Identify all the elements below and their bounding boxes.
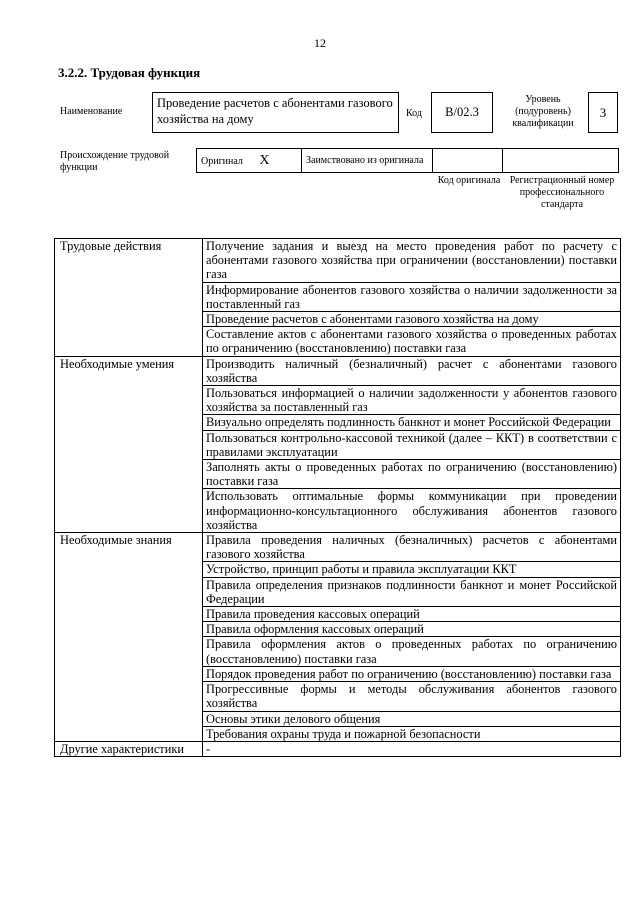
section-item: Пользоваться контрольно-кассовой техникой (далее – ККТ) в соответствии с правилами эксплуатации [203,430,621,459]
section-item: Заполнять акты о проведенных работах по ограничению (восстановлению) поставки газа [203,460,621,489]
function-name-value: Проведение расчетов с абонентами газового хозяйства на дому [152,92,399,133]
origin-regnum-cell [503,149,619,173]
section-title: 3.2.2. Трудовая функция [58,65,201,80]
original-cell [197,149,302,173]
section-item: Проведение расчетов с абонентами газового хозяйства на дому [203,312,621,327]
section-title-cell: Необходимые знания [55,533,203,742]
section-item: Прогрессивные формы и методы обслуживания абонентов газового хозяйства [203,682,621,711]
section-item: Правила определения признаков подлинности банкнот и монет Российской Федерации [203,577,621,606]
origin-code-cell [433,149,503,173]
section-item: Основы этики делового общения [203,711,621,726]
page-number: 12 [314,36,326,50]
name-label: Наименование [60,106,123,117]
function-code-value: В/02.3 [431,92,493,133]
regnum-caption: Регистрационный номер профессионального стандарта [509,175,615,210]
section-item: Производить наличный (безналичный) расчет с абонентами газового хозяйства [203,356,621,385]
section-item: Составление актов с абонентами газового хозяйства о проведенных работах по ограничению (восстановлению) поставки газа [203,327,621,356]
section-item: Использовать оптимальные формы коммуникации при проведении информационно-консультационного обслуживания абонентов газового хозяйства [203,489,621,533]
qualification-level-value: 3 [588,92,618,133]
section-item: Требования охраны труда и пожарной безопасности [203,726,621,741]
level-label-text: Уровень (подуровень) квалификации [512,94,574,129]
section-item: Получение задания и выезд на место проведения работ по расчету с абонентами газового хозяйства при ограничении (восстановлении) поставки газа [203,239,621,283]
borrowed-label: Заимствовано из оригинала [306,155,424,166]
section-item: Правила проведения наличных (безналичных) расчетов с абонентами газового хозяйства [203,533,621,562]
original-mark: X [259,152,270,168]
table-row [55,356,621,385]
table-row [55,533,621,562]
section-item: - [203,741,621,756]
section-item: Пользоваться информацией о наличии задолженности у абонентов газового хозяйства за поставленный газ [203,386,621,415]
section-item: Информирование абонентов газового хозяйства о наличии задолженности за поставленный газ [203,282,621,311]
code-caption: Код оригинала [437,175,501,186]
section-title-cell: Необходимые умения [55,356,203,532]
origin-label: Происхождение трудовой функции [60,150,170,173]
code-label: Код [406,108,422,119]
table-row [55,239,621,283]
section-title-cell: Другие характеристики [55,741,203,756]
section-item: Правила оформления актов о проведенных работах по ограничению (восстановлению) поставки газа [203,637,621,666]
borrowed-cell [302,149,433,173]
function-table [54,238,621,757]
section-item: Порядок проведения работ по ограничению (восстановлению) поставки газа [203,666,621,681]
original-label: Оригинал [201,155,243,167]
section-item: Устройство, принцип работы и правила эксплуатации ККТ [203,562,621,577]
section-title-cell: Трудовые действия [55,239,203,357]
table-row [55,741,621,756]
section-item: Визуально определять подлинность банкнот и монет Российской Федерации [203,415,621,430]
section-item: Правила оформления кассовых операций [203,622,621,637]
level-label [500,94,586,130]
origin-table [196,148,619,173]
section-item: Правила проведения кассовых операций [203,607,621,622]
